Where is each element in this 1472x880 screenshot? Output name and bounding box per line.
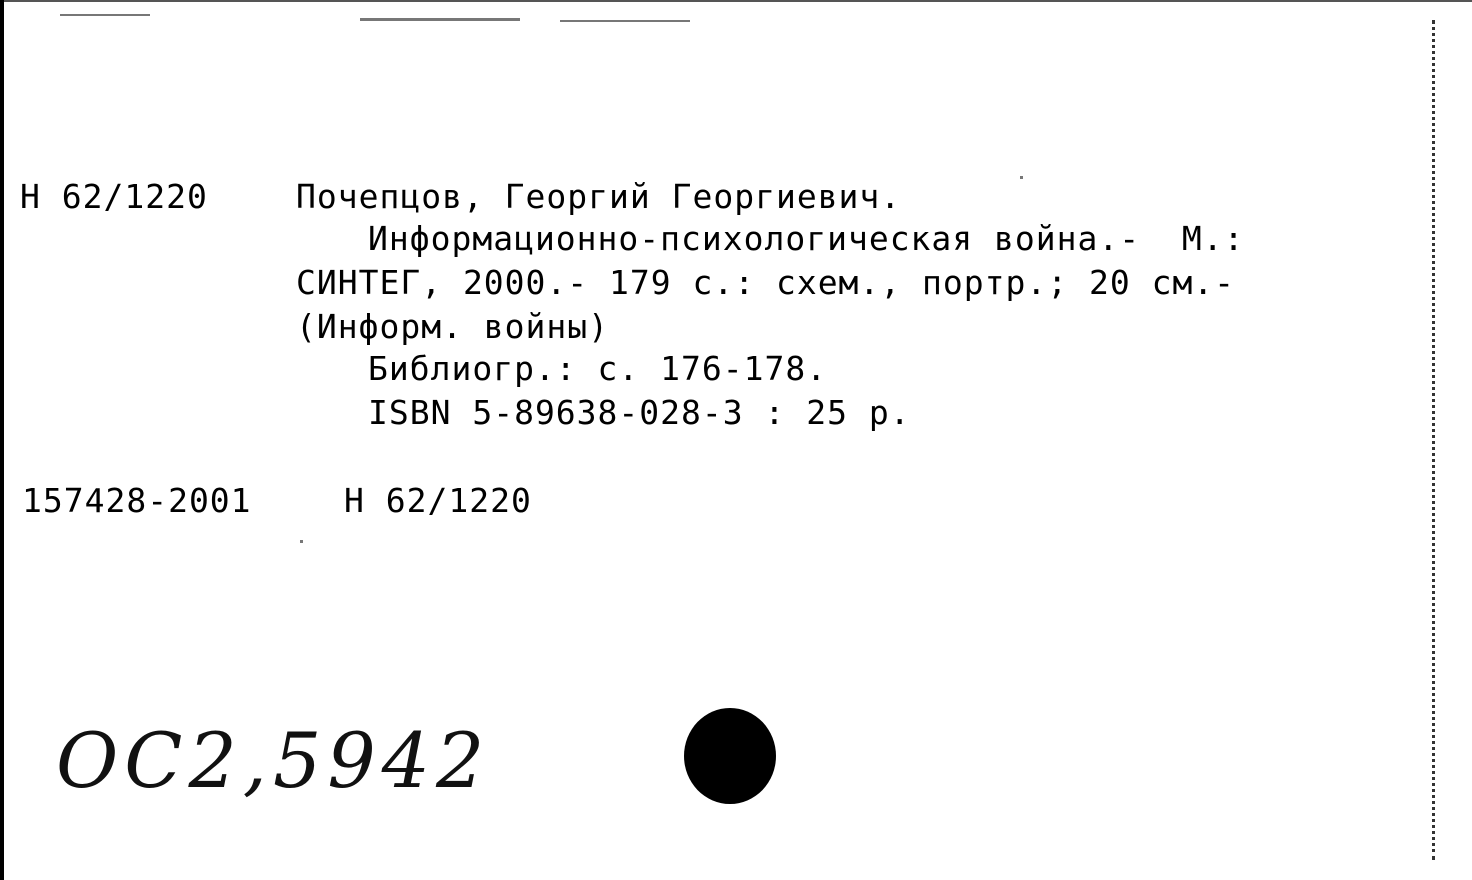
card-right-edge (1432, 20, 1435, 860)
call-number: Н 62/1220 (20, 177, 208, 216)
scan-noise (1020, 176, 1023, 179)
punch-hole (684, 708, 776, 804)
card-left-edge (0, 0, 4, 880)
scan-noise (60, 14, 150, 16)
inventory-call-number: Н 62/1220 (344, 481, 532, 520)
scan-noise (360, 18, 520, 21)
handwritten-shelfmark: ОС2,5942 (56, 716, 491, 805)
scan-noise (560, 20, 690, 22)
bibliography-note: Библиогр.: с. 176-178. (368, 349, 828, 388)
title-line: Информационно-психологическая война.- М.: (368, 219, 1245, 258)
isbn-line: ISBN 5-89638-028-3 : 25 р. (368, 393, 911, 432)
scan-noise (300, 540, 303, 543)
inventory-number: 157428-2001 (22, 481, 252, 520)
publisher-line: СИНТЕГ, 2000.- 179 с.: схем., портр.; 20 см.- (296, 263, 1236, 302)
author-heading: Почепцов, Георгий Георгиевич. (296, 177, 902, 216)
series-line: (Информ. войны) (296, 307, 610, 346)
card-top-edge (0, 0, 1472, 2)
